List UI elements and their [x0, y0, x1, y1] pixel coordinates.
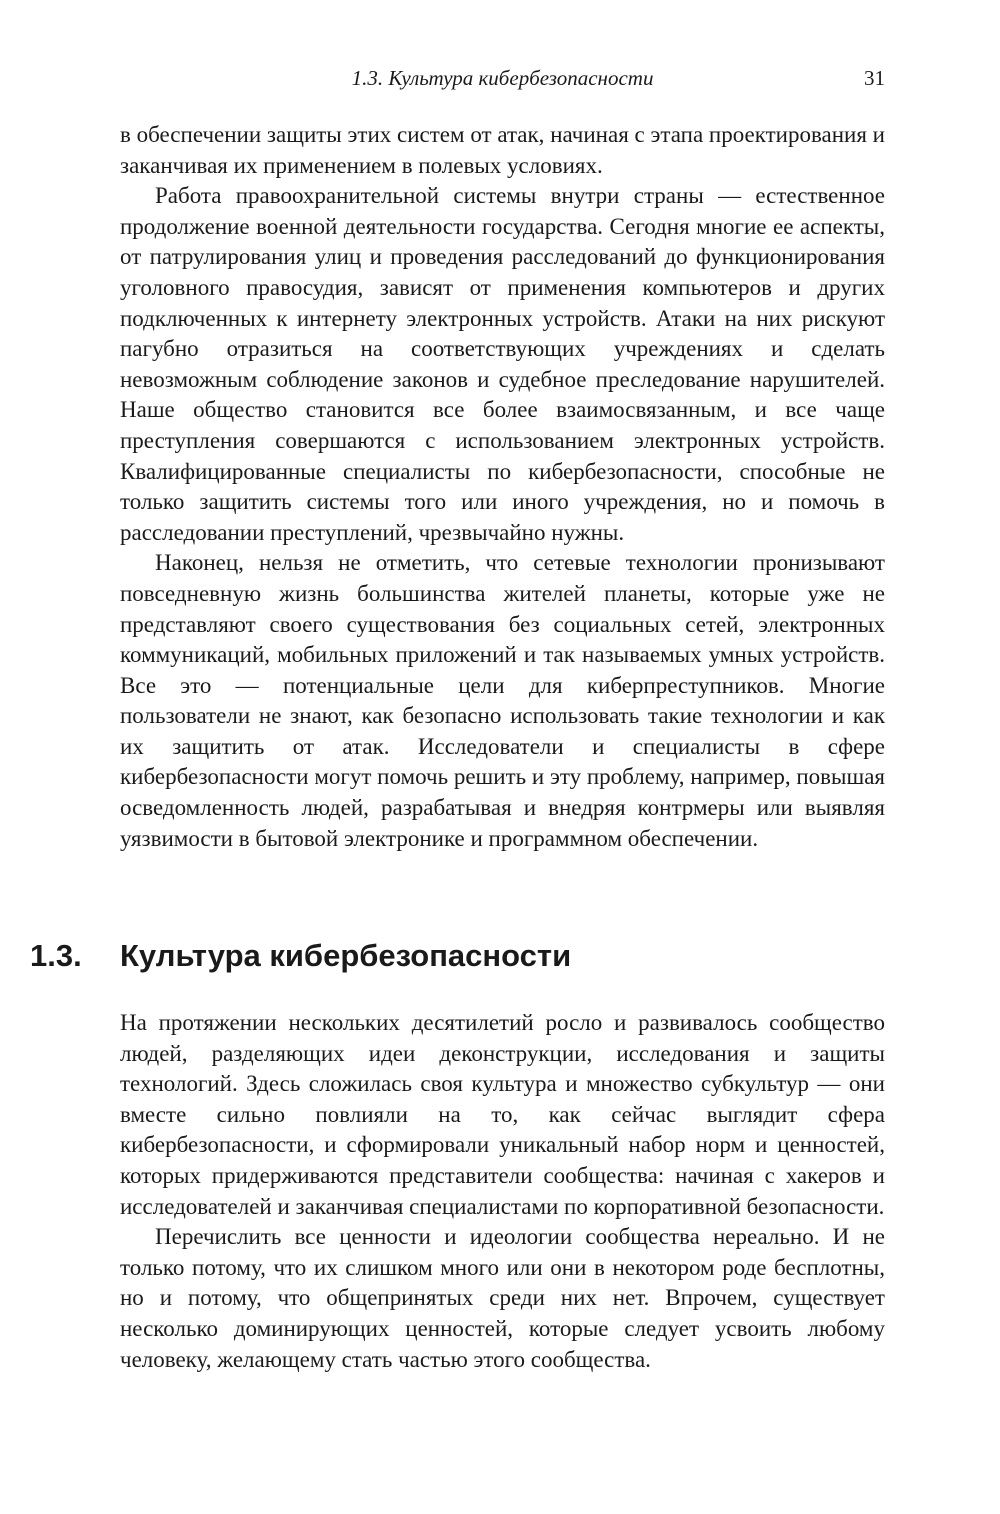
- section-heading: [30, 936, 930, 976]
- section-number: 1.3.: [30, 938, 82, 973]
- paragraph-values: Перечислить все ценности и идеологии сообщества нереально. И не только потому, что их слишком много или они в некотором роде бесплотны, но и потому, что общепринятых среди них нет. Впрочем, существует несколько доминирующих ценностей, которые следует усвоить любому человеку, желающему стать частью этого сообщества.: [120, 1224, 885, 1372]
- page-number: 31: [864, 66, 885, 90]
- body-text-section: [120, 1008, 885, 1375]
- paragraph-community: На протяжении нескольких десятилетий росло и развивалось сообщество людей, разделяющих идеи деконструкции, исследования и защиты технологий. Здесь сложилась своя культура и множество субкультур — они вместе сильно повлияли на то, как сейчас выглядит сфера кибербезопасности, и сформировали уникальный набор норм и ценностей, которых придерживаются представители сообщества: начиная с хакеров и исследователей и заканчивая специалистами по корпоративной безопасности.: [120, 1010, 885, 1219]
- running-head: [120, 66, 885, 96]
- section-title: Культура кибербезопасности: [120, 938, 572, 973]
- paragraph-everyday-technology: Наконец, нельзя не отметить, что сетевые технологии пронизывают повседневную жизнь большинства жителей планеты, которые уже не представляют своего существования без социальных сетей, электронных коммуникаций, мобильных приложений и так называемых умных устройств. Все это — потенциальные цели для киберпреступников. Многие пользователи не знают, как безопасно использовать такие технологии и как их защитить от атак. Исследователи и специалисты в сфере кибербезопасности могут помочь решить и эту проблему, например, повышая осведомленность людей, разрабатывая и внедряя контрмеры или выявляя уязвимости в бытовой электронике и программном обеспечении.: [120, 550, 885, 851]
- body-text-top: [120, 120, 885, 854]
- paragraph-continuation: в обеспечении защиты этих систем от атак, начиная с этапа проектирования и заканчивая их применением в полевых условиях.: [120, 122, 885, 178]
- running-title: 1.3. Культура кибербезопасности: [351, 66, 654, 90]
- paragraph-law-enforcement: Работа правоохранительной системы внутри страны — естественное продолжение военной деятельности государства. Сегодня многие ее аспекты, от патрулирования улиц и проведения расследований до функционирования уголовного правосудия, зависят от применения компьютеров и других подключенных к интернету электронных устройств. Атаки на них рискуют пагубно отразиться на соответствующих учреждениях и сделать невозможным соблюдение законов и судебное преследование нарушителей. Наше общество становится все более взаимосвязанным, и все чаще преступления совершаются с использованием электронных устройств. Квалифицированные специалисты по кибербезопасности, способные не только защитить системы того или иного учреждения, но и помочь в расследовании преступлений, чрезвычайно нужны.: [120, 183, 885, 545]
